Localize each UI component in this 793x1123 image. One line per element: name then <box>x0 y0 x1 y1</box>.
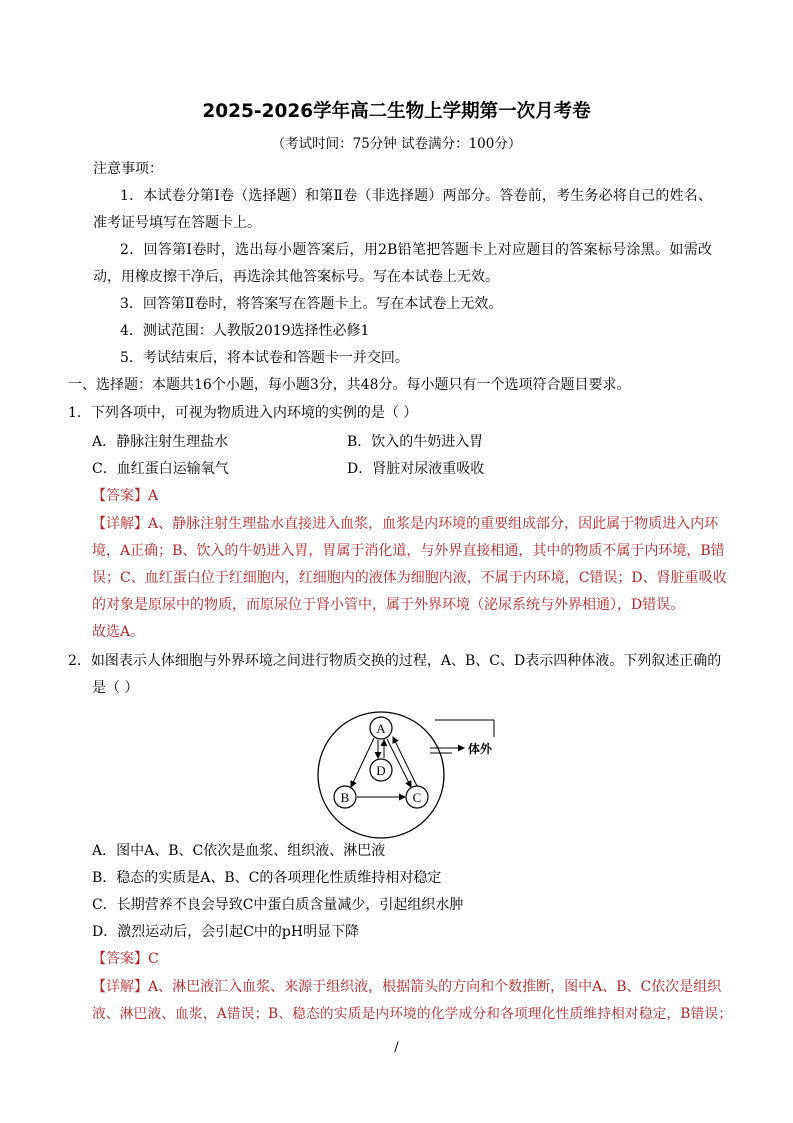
q2-answer-tag: 【答案】 <box>92 951 148 967</box>
q2-answer <box>92 949 159 969</box>
q1-detail-line-3: 误；C、血红蛋白位于红细胞内，红细胞内的液体为细胞内液，不属于内环境，C错误；D、肾脏重吸收 <box>92 570 727 586</box>
node-b-label: B <box>340 790 350 805</box>
q2-detail-text-1: A、淋巴液汇入血浆、来源于组织液，根据箭头的方向和个数推断，图中A、B、C依次是组织 <box>148 979 722 995</box>
notice-item-1-line-1: 1．本试卷分第Ⅰ卷（选择题）和第Ⅱ卷（非选择题）两部分。答卷前，考生务必将自己的姓名、 <box>120 188 712 204</box>
node-d-label: D <box>376 763 386 778</box>
page-number: / <box>394 1040 399 1055</box>
notice-item-3: 3．回答第Ⅱ卷时，将答案写在答题卡上。写在本试卷上无效。 <box>120 296 503 312</box>
notice-item-2-line-1: 2．回答第Ⅰ卷时，选出每小题答案后，用2B铅笔把答题卡上对应题目的答案标号涂黑。如需改 <box>120 242 712 258</box>
arrow-c-to-a <box>393 737 417 786</box>
q2-option-a: A．图中A、B、C依次是血浆、组织液、淋巴液 <box>92 843 386 859</box>
q1-option-d: D．肾脏对尿液重吸收 <box>347 461 485 477</box>
q1-detail-text-1: A、静脉注射生理盐水直接进入血浆，血浆是内环境的重要组成部分，因此属于物质进入内环 <box>148 516 719 532</box>
q1-answer <box>92 486 158 506</box>
arrow-a-to-c <box>387 739 411 787</box>
q1-conclusion: 故选A。 <box>92 624 145 640</box>
exam-subtitle: （考试时间：75分钟 试卷满分：100分） <box>271 136 522 152</box>
node-c-label: C <box>412 790 422 805</box>
outside-label: 体外 <box>468 742 493 756</box>
notice-heading: 注意事项： <box>93 161 163 177</box>
q1-option-a: A．静脉注射生理盐水 <box>92 434 229 450</box>
q2-option-b: B．稳态的实质是A、B、C的各项理化性质维持相对稳定 <box>92 870 442 886</box>
q1-detail-tag: 【详解】 <box>92 516 148 532</box>
q2-detail-line-2: 液、淋巴液、血浆，A错误；B、稳态的实质是内环境的化学成分和各项理化性质维持相对稳定，B错误； <box>92 1006 732 1022</box>
q2-option-d: D．激烈运动后，会引起C中的pH明显下降 <box>92 924 360 940</box>
q2-answer-value: C <box>148 951 159 967</box>
node-a-label: A <box>376 721 386 736</box>
q1-detail-line-2: 境，A正确；B、饮入的牛奶进入胃，胃属于消化道，与外界直接相通，其中的物质不属于内环境，B错 <box>92 543 725 559</box>
q1-answer-value: A <box>148 488 159 504</box>
q2-stem-line-2: 是（ ） <box>92 680 139 696</box>
body-fluid-diagram <box>316 709 502 841</box>
notice-item-5: 5．考试结束后，将本试卷和答题卡一并交回。 <box>120 350 409 366</box>
q2-detail-tag: 【详解】 <box>92 979 148 995</box>
q1-stem: 1．下列各项中，可视为物质进入内环境的实例的是（ ） <box>68 405 418 421</box>
q1-option-c: C．血红蛋白运输氧气 <box>92 461 229 477</box>
notice-item-1-line-2: 准考证号填写在答题卡上。 <box>93 215 261 231</box>
q2-stem-line-1: 2．如图表示人体细胞与外界环境之间进行物质交换的过程，A、B、C、D表示四种体液。下列叙述正确的 <box>68 653 722 669</box>
q2-detail-line-1 <box>92 977 722 997</box>
notice-item-4: 4．测试范围：人教版2019选择性必修1 <box>120 323 370 339</box>
q1-detail-line-4: 的对象是原尿中的物质，而原尿位于肾小管中，属于外界环境（泌尿系统与外界相通），D错误。 <box>92 597 685 613</box>
q2-option-c: C．长期营养不良会导致C中蛋白质含量减少，引起组织水肿 <box>92 897 464 913</box>
q1-answer-tag: 【答案】 <box>92 488 148 504</box>
q1-detail-line-1 <box>92 514 719 534</box>
q1-option-b: B．饮入的牛奶进入胃 <box>347 434 484 450</box>
section-heading: 一、选择题：本题共16个小题，每小题3分，共48分。每小题只有一个选项符合题目要求。 <box>68 377 631 393</box>
exam-title: 2025-2026学年高二生物上学期第一次月考卷 <box>202 101 591 122</box>
notice-item-2-line-2: 动，用橡皮擦干净后，再选涂其他答案标号。写在本试卷上无效。 <box>93 269 499 285</box>
arrow-a-to-b <box>351 738 374 787</box>
